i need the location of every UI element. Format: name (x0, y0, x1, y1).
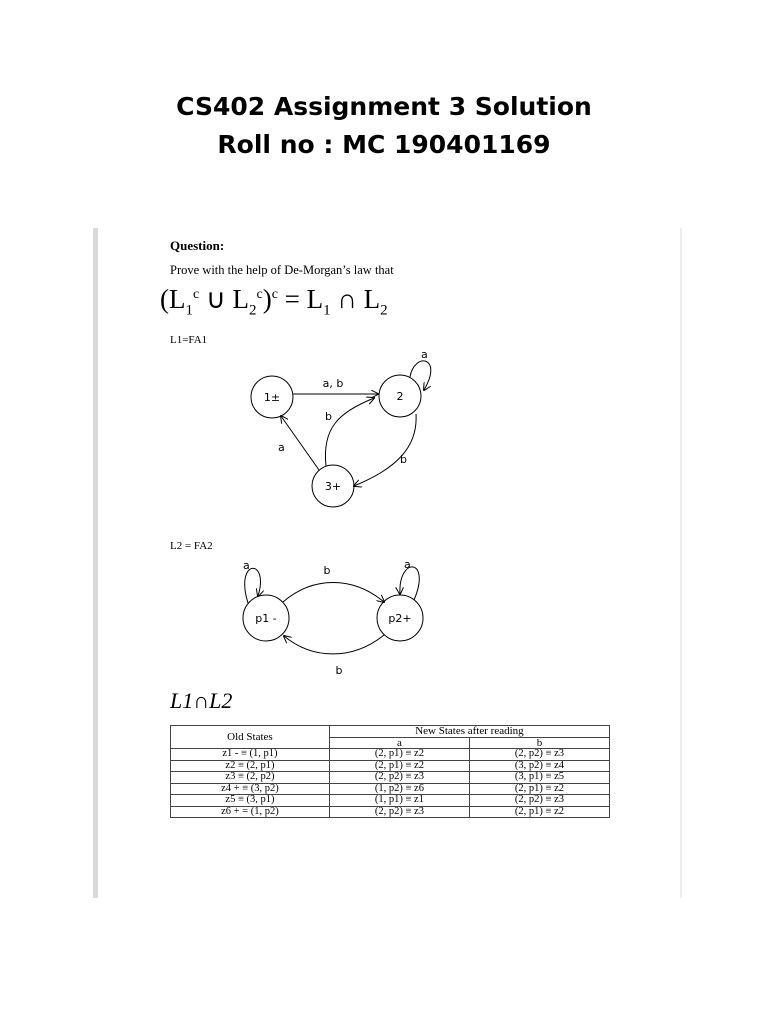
table-cell: (2, p2) ≡ z3 (329, 772, 469, 784)
table-row (171, 772, 610, 784)
fa1-edge-3-2 (325, 398, 374, 466)
fa1-state-1-label: 1± (263, 391, 281, 404)
table-cell: (2, p1) ≡ z2 (469, 783, 609, 795)
formula-sub: 2 (248, 302, 257, 319)
table-cell: z5 ≡ (3, p1) (171, 795, 330, 807)
header-col-a: a (329, 737, 469, 749)
table-cell: z1 - ≡ (1, p1) (171, 749, 330, 761)
table-cell: (3, p2) ≡ z4 (469, 760, 609, 772)
table-row (171, 806, 610, 818)
table-cell: (2, p1) ≡ z2 (329, 749, 469, 761)
fa2-loop-p1 (245, 568, 261, 603)
table-cell: (2, p1) ≡ z2 (469, 806, 609, 818)
transition-table (170, 725, 610, 818)
formula-part: = L (277, 284, 324, 314)
title-block (0, 88, 768, 164)
table-row (171, 760, 610, 772)
header-old-states: Old States (171, 726, 330, 749)
fa2-edge-p1-p2 (283, 583, 384, 603)
table-row (171, 749, 610, 761)
fa1-state-2-label: 2 (396, 390, 404, 403)
fa2-state-p2-label: p2+ (388, 612, 412, 625)
fa1-label: L1=FA1 (170, 334, 208, 346)
table-cell: (2, p2) ≡ z3 (469, 749, 609, 761)
formula-sub: 2 (380, 302, 388, 319)
fa1-state-3-label: 3+ (324, 480, 342, 493)
table-row (171, 795, 610, 807)
formula-sup: c (192, 287, 200, 302)
fa2-state-p1-label: p1 - (255, 612, 277, 625)
table-cell: z2 ≡ (2, p1) (171, 760, 330, 772)
formula-sup: c (256, 287, 263, 302)
fa1-edge-1-2-label: a, b (322, 377, 344, 390)
header-new-states: New States after reading (329, 726, 609, 738)
formula-part: ) (262, 284, 272, 314)
fa1-edge-2-3-label: b (400, 453, 407, 466)
header-col-b: b (469, 737, 609, 749)
table-header-row (171, 726, 610, 738)
formula-part: ∪ L (199, 284, 249, 314)
fa2-edge-p2-p1-label: b (335, 664, 343, 677)
scanned-solution-image (93, 228, 682, 898)
fa2-loop-p2-label: a (404, 558, 411, 571)
table-cell: (1, p1) ≡ z1 (329, 795, 469, 807)
table-cell: z4 + ≡ (3, p2) (171, 783, 330, 795)
fa1-edge-3-2-label: b (325, 410, 332, 423)
fa1-diagram (98, 228, 680, 688)
table-row (171, 783, 610, 795)
table-cell: (3, p1) ≡ z5 (469, 772, 609, 784)
table-cell: z3 ≡ (2, p2) (171, 772, 330, 784)
fa1-edge-2-3 (354, 414, 416, 486)
table-cell: (2, p2) ≡ z3 (329, 806, 469, 818)
fa1-edge-3-1 (281, 416, 319, 470)
fa2-edge-p2-p1 (284, 635, 384, 654)
assignment-title: CS402 Assignment 3 Solution (176, 92, 592, 121)
formula-sup: c (271, 287, 278, 302)
table-cell: z6 + = (1, p2) (171, 806, 330, 818)
fa2-label: L2 = FA2 (170, 540, 213, 552)
formula-sub: 1 (185, 302, 193, 319)
fa2-loop-p1-label: a (243, 559, 250, 572)
fa2-edge-p1-p2-label: b (323, 564, 331, 577)
formula-sub: 1 (323, 302, 331, 319)
table-cell: (2, p1) ≡ z2 (329, 760, 469, 772)
formula-part: (L (160, 284, 186, 314)
table-cell: (1, p2) ≡ z6 (329, 783, 469, 795)
question-label: Question: (170, 238, 225, 253)
table-cell: (2, p2) ≡ z3 (469, 795, 609, 807)
fa1-edge-3-1-label: a (278, 441, 285, 454)
fa1-loop-2-label: a (421, 348, 428, 361)
fa1-loop-2 (410, 361, 431, 390)
roll-number: Roll no : MC 190401169 (217, 130, 551, 159)
question-text: Prove with the help of De-Morgan’s law that (170, 263, 394, 277)
intersection-label: L1∩L2 (170, 688, 233, 713)
formula-part: ∩ L (330, 284, 381, 314)
